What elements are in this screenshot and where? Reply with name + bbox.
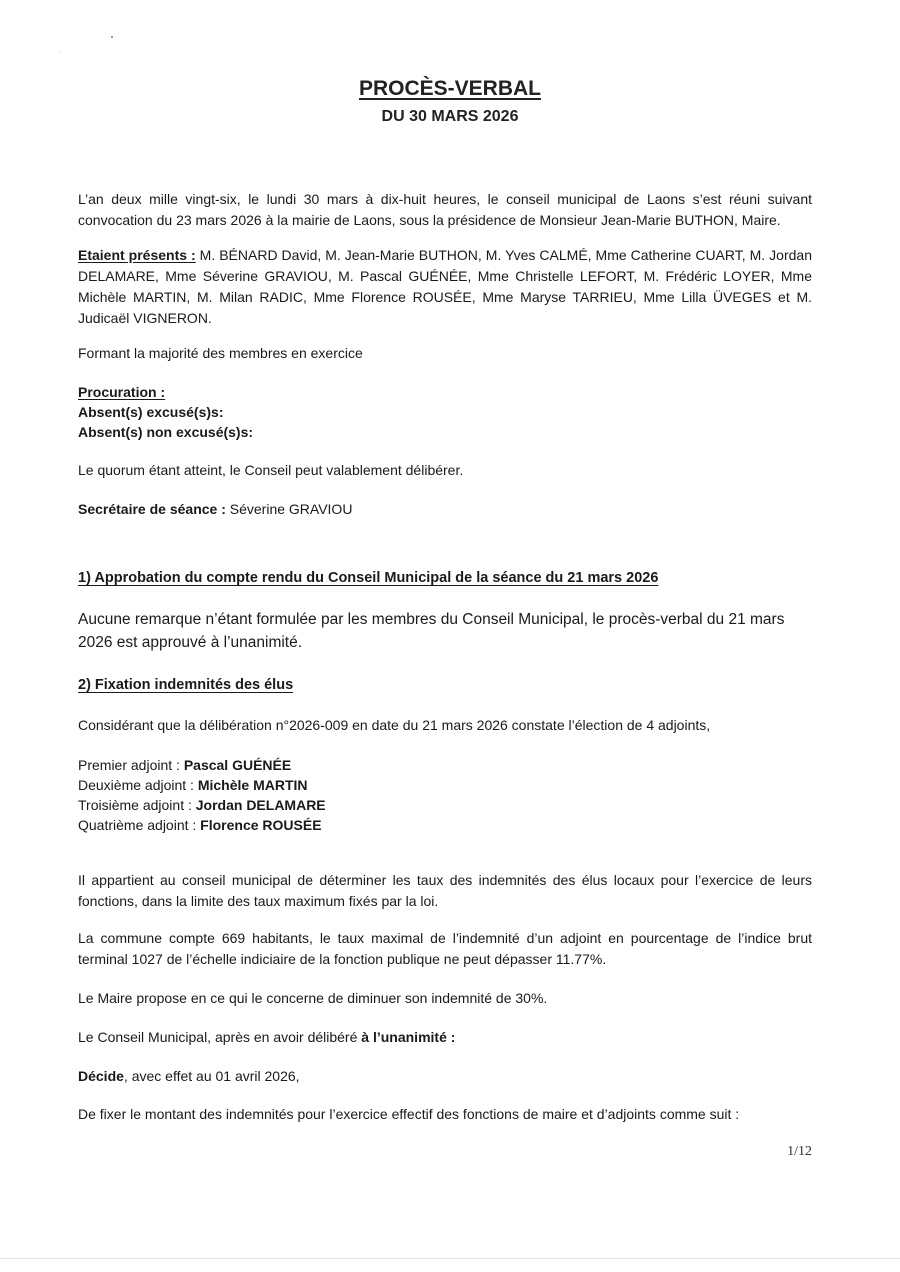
intro-paragraph: L’an deux mille vingt-six, le lundi 30 mars à dix-huit heures, le conseil municipal de Laons s’est réuni suivant convocation du 23 mars 2026 à la mairie de Laons, sous la présidence de Monsieur Jean-Marie BUTHON, Maire. xyxy=(78,191,812,228)
presents-list: M. BÉNARD David, M. Jean-Marie BUTHON, M. Yves CALMÉ, Mme Catherine CUART, M. Jordan DELAMARE, Mme Séverine GRAVIOU, M. Pascal GUÉNÉE, Mme Christelle LEFORT, M. Frédéric LOYER, Mme Michèle MARTIN, M. Milan RADIC, Mme Florence ROUSÉE, Mme Maryse TARRIEU, Mme Lilla ÜVEGES et M. Judicaël VIGNERON. xyxy=(78,247,812,326)
section2-heading: 2) Fixation indemnités des élus xyxy=(78,677,294,693)
considering-line: Considérant que la délibération n°2026-009 en date du 21 mars 2026 constate l’élection de 4 adjoints, xyxy=(78,717,711,733)
document-date: DU 30 MARS 2026 xyxy=(381,108,519,125)
secretary-line xyxy=(78,499,812,520)
absent-excused-label: Absent(s) excusé(s)s: xyxy=(78,404,224,420)
deliberation-line: Le Conseil Municipal, après en avoir délibéré à l’unanimité : xyxy=(78,1029,456,1045)
adjoint-line: Quatrième adjoint : Florence ROUSÉE xyxy=(78,817,322,833)
page-number: 1/12 xyxy=(787,1144,812,1159)
majority-line: Formant la majorité des membres en exercice xyxy=(78,345,363,361)
scan-speck xyxy=(111,36,113,38)
decision-line: Décide, avec effet au 01 avril 2026, xyxy=(78,1068,300,1084)
presents-label: Etaient présents : xyxy=(78,247,196,263)
indemnity-paragraph-2: La commune compte 669 habitants, le taux maximal de l’indemnité d’un adjoint en pourcentage de l’indice brut terminal 1027 de l’échelle indiciaire de la fonction publique ne peut dépasser 11.77%. xyxy=(78,930,812,967)
adjoint-line: Troisième adjoint : Jordan DELAMARE xyxy=(78,797,326,813)
indemnity-paragraph-1: Il appartient au conseil municipal de déterminer les taux des indemnités des élus locaux pour l’exercice de leurs fonctions, dans la limite des taux maximum fixés par la loi. xyxy=(78,872,812,909)
document-title: PROCÈS-VERBAL xyxy=(358,77,542,100)
secretary-name: Séverine GRAVIOU xyxy=(225,501,353,517)
section1-heading: 1) Approbation du compte rendu du Conseil Municipal de la séance du 21 mars 2026 xyxy=(78,570,659,586)
section1-text: Aucune remarque n’étant formulée par les membres du Conseil Municipal, le procès-verbal du 21 mars 2026 est approuvé à l’unanimité. xyxy=(78,611,785,651)
scan-speck xyxy=(60,52,61,53)
quorum-line: Le quorum étant atteint, le Conseil peut valablement délibérer. xyxy=(78,462,464,478)
absent-unexcused-label: Absent(s) non excusé(s)s: xyxy=(78,424,254,440)
adjoint-line: Premier adjoint : Pascal GUÉNÉE xyxy=(78,757,292,773)
indemnity-amount-line: De fixer le montant des indemnités pour l’exercice effectif des fonctions de maire et d’adjoints comme suit : xyxy=(78,1106,740,1122)
scan-edge-line xyxy=(0,1258,900,1259)
procuration-label: Procuration : xyxy=(78,384,166,400)
mayor-proposal-line: Le Maire propose en ce qui le concerne de diminuer son indemnité de 30%. xyxy=(78,990,548,1006)
presents-paragraph xyxy=(78,245,812,329)
secretary-label: Secrétaire de séance : xyxy=(78,501,226,517)
adjoint-line: Deuxième adjoint : Michèle MARTIN xyxy=(78,777,308,793)
